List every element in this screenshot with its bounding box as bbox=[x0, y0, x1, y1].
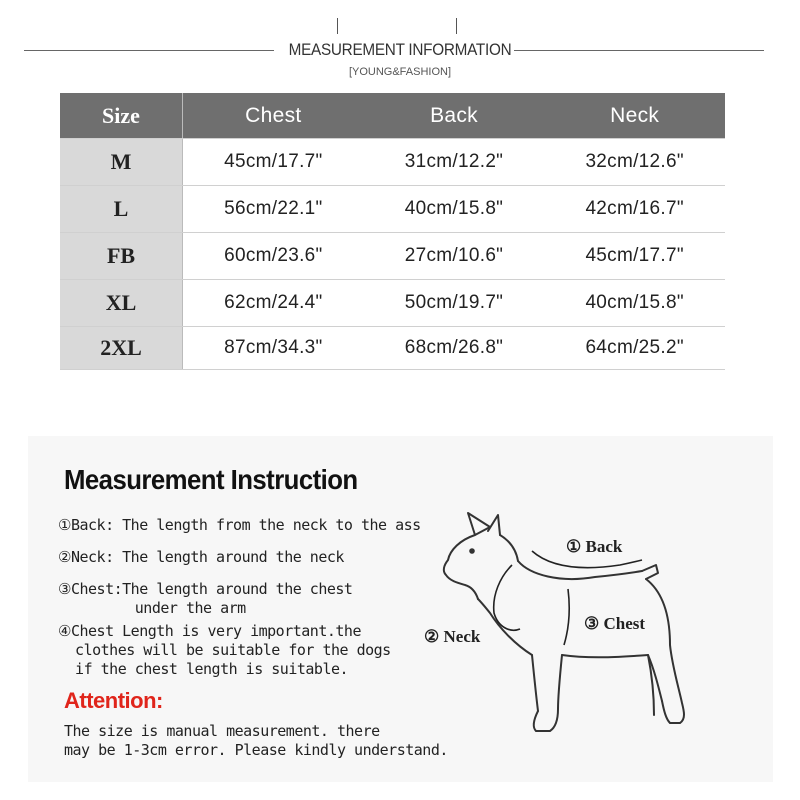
chest-cell: 60cm/23.6" bbox=[224, 245, 323, 266]
size-cell: L bbox=[60, 186, 183, 232]
neck-cell: 40cm/15.8" bbox=[585, 292, 684, 313]
page-title: MEASUREMENT INFORMATION bbox=[288, 40, 512, 59]
neck-cell: 42cm/16.7" bbox=[585, 198, 684, 219]
header-rule-right bbox=[514, 50, 764, 51]
neck-cell: 64cm/25.2" bbox=[585, 337, 684, 358]
dog-measurement-diagram bbox=[420, 505, 730, 750]
column-header-neck: Neck bbox=[610, 103, 660, 127]
neck-cell: 32cm/12.6" bbox=[585, 151, 684, 172]
table-row bbox=[60, 280, 725, 327]
chest-cell: 87cm/34.3" bbox=[224, 337, 323, 358]
table-row bbox=[60, 186, 725, 233]
column-header-chest: Chest bbox=[245, 103, 302, 127]
back-cell: 27cm/10.6" bbox=[404, 245, 504, 266]
column-header-back: Back bbox=[430, 103, 478, 127]
size-cell: M bbox=[60, 139, 183, 185]
dog-outline-icon bbox=[444, 513, 684, 731]
size-cell: FB bbox=[60, 233, 183, 279]
table-row bbox=[60, 139, 725, 186]
instruction-note: ④Chest Length is very important.the bbox=[58, 622, 361, 640]
chest-cell: 62cm/24.4" bbox=[224, 292, 323, 313]
size-cell: XL bbox=[60, 280, 183, 326]
attention-title: Attention: bbox=[64, 688, 163, 713]
chest-cell: 45cm/17.7" bbox=[224, 151, 323, 172]
instruction-note-cont1: clothes will be suitable for the dogs bbox=[58, 641, 391, 659]
instruction-back: ①Back: The length from the neck to the ass bbox=[58, 516, 421, 534]
attention-line-1: The size is manual measurement. there bbox=[64, 722, 380, 740]
header-tick-left bbox=[337, 18, 338, 34]
back-cell: 50cm/19.7" bbox=[404, 292, 504, 313]
instruction-neck: ②Neck: The length around the neck bbox=[58, 548, 344, 566]
neck-measure-line bbox=[494, 565, 520, 630]
table-header-row bbox=[60, 93, 725, 139]
column-header-size: Size bbox=[60, 93, 183, 138]
back-label: ① Back bbox=[566, 537, 623, 556]
size-table bbox=[60, 93, 725, 370]
chest-cell: 56cm/22.1" bbox=[224, 198, 323, 219]
instruction-chest: ③Chest:The length around the chest bbox=[58, 580, 353, 598]
back-cell: 31cm/12.2" bbox=[404, 151, 504, 172]
instruction-note-cont2: if the chest length is suitable. bbox=[58, 660, 349, 678]
chest-label: ③ Chest bbox=[584, 614, 646, 633]
page-subtitle: [YOUNG&FASHION] bbox=[348, 66, 452, 78]
instruction-chest-cont: under the arm bbox=[58, 599, 246, 617]
back-cell: 68cm/26.8" bbox=[404, 337, 504, 358]
table-row bbox=[60, 327, 725, 370]
neck-label: ② Neck bbox=[424, 627, 481, 646]
neck-cell: 45cm/17.7" bbox=[585, 245, 684, 266]
header-rule-left bbox=[24, 50, 274, 51]
attention-line-2: may be 1-3cm error. Please kindly understand. bbox=[64, 741, 448, 759]
instruction-title: Measurement Instruction bbox=[64, 464, 358, 495]
size-cell: 2XL bbox=[60, 327, 183, 369]
chest-measure-line bbox=[564, 589, 569, 645]
back-cell: 40cm/15.8" bbox=[404, 198, 504, 219]
table-row bbox=[60, 233, 725, 280]
header-tick-right bbox=[456, 18, 457, 34]
